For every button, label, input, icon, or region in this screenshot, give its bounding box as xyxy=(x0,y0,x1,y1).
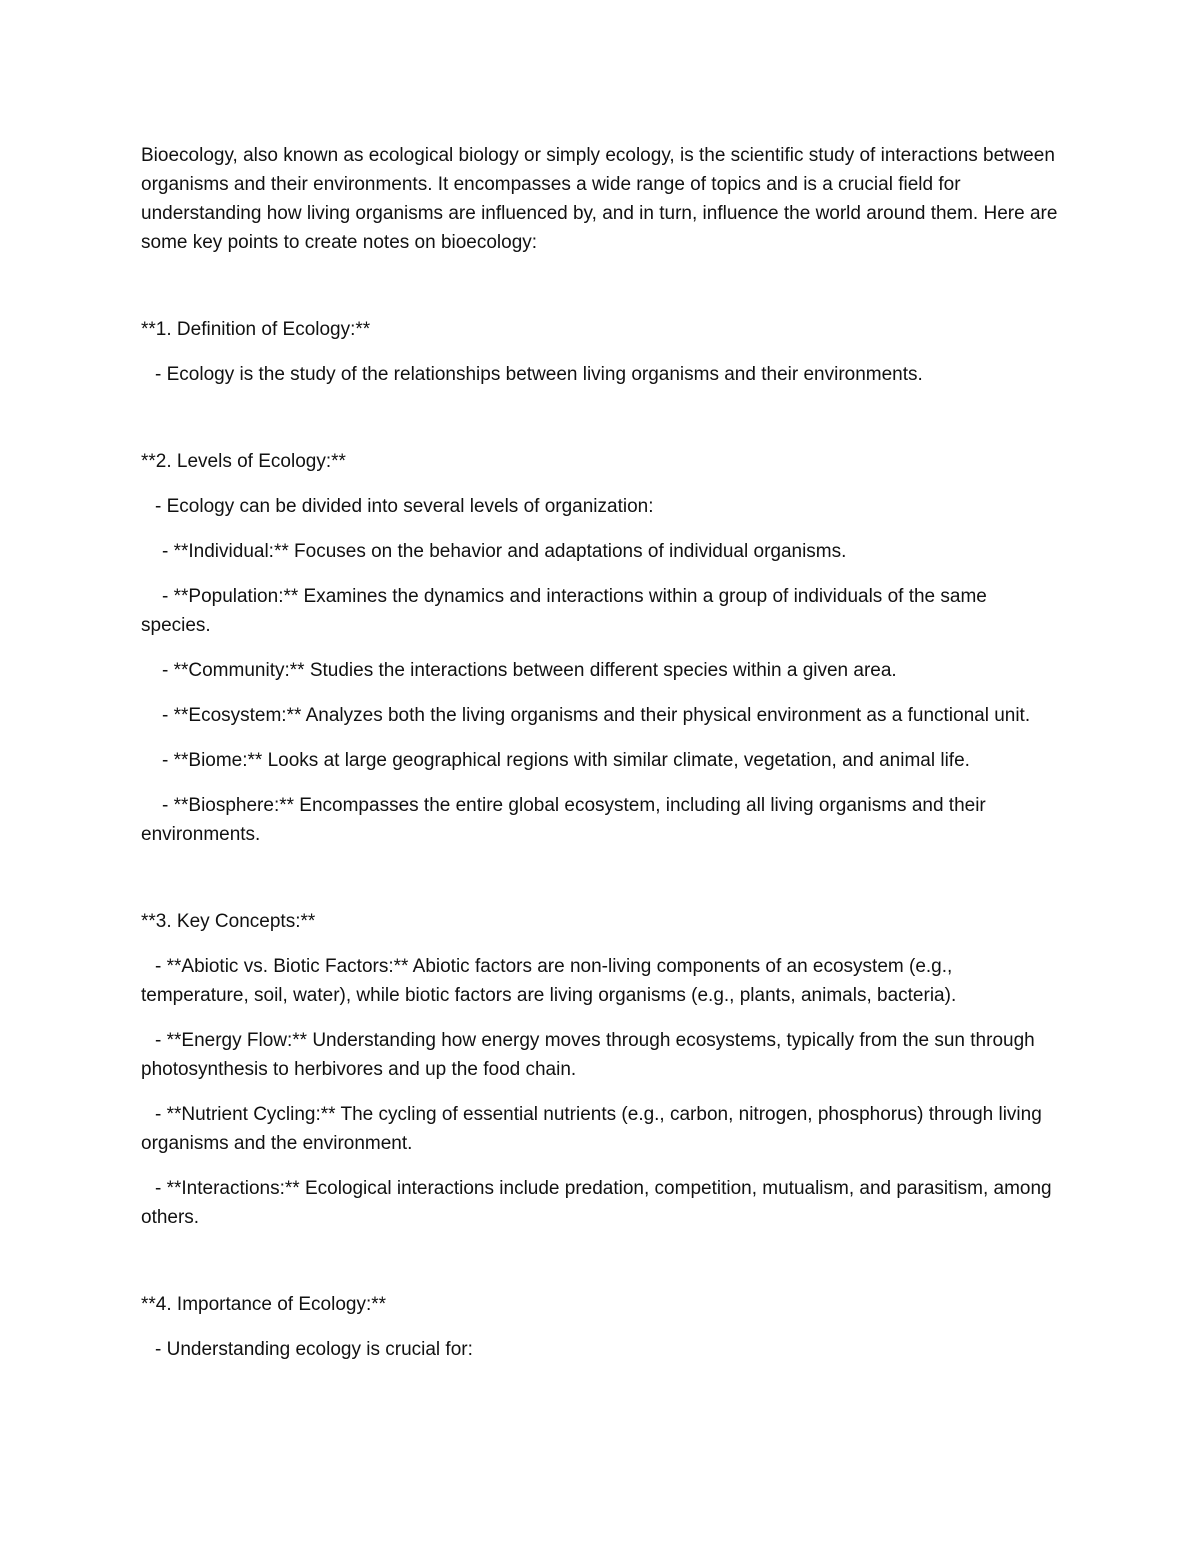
list-item: - **Biosphere:** Encompasses the entire global ecosystem, including all living organisms and their environments. xyxy=(141,795,986,845)
list-item: - **Ecosystem:** Analyzes both the living organisms and their physical environment as a functional unit. xyxy=(162,705,1031,726)
list-item: - **Abiotic vs. Biotic Factors:** Abiotic factors are non-living components of an ecosystem (e.g., temperature, soil, water), while biotic factors are living organisms (e.g., plants, animals, bacteria). xyxy=(141,956,957,1006)
section-heading-importance: **4. Importance of Ecology:** xyxy=(141,1294,387,1315)
document-page xyxy=(141,141,1061,1364)
list-item: - **Biome:** Looks at large geographical regions with similar climate, vegetation, and animal life. xyxy=(162,750,970,771)
list-item: - **Population:** Examines the dynamics and interactions within a group of individuals of the same species. xyxy=(141,586,987,636)
section-heading-key-concepts: **3. Key Concepts:** xyxy=(141,911,316,932)
list-item: - **Interactions:** Ecological interactions include predation, competition, mutualism, and parasitism, among others. xyxy=(141,1178,1052,1228)
list-item: - **Community:** Studies the interactions between different species within a given area. xyxy=(162,660,897,681)
list-item: - Understanding ecology is crucial for: xyxy=(155,1339,473,1360)
list-item: - Ecology is the study of the relationships between living organisms and their environments. xyxy=(155,364,923,385)
list-item: - Ecology can be divided into several levels of organization: xyxy=(155,496,654,517)
section-heading-levels: **2. Levels of Ecology:** xyxy=(141,451,346,472)
intro-paragraph: Bioecology, also known as ecological biology or simply ecology, is the scientific study of interactions between organisms and their environments. It encompasses a wide range of topics and is a crucial field for understanding how living organisms are influenced by, and in turn, influence the world around them. Here are some key points to create notes on bioecology: xyxy=(141,145,1058,253)
section-heading-definition: **1. Definition of Ecology:** xyxy=(141,319,371,340)
list-item: - **Individual:** Focuses on the behavior and adaptations of individual organisms. xyxy=(162,541,847,562)
list-item: - **Energy Flow:** Understanding how energy moves through ecosystems, typically from the sun through photosynthesis to herbivores and up the food chain. xyxy=(141,1030,1035,1080)
list-item: - **Nutrient Cycling:** The cycling of essential nutrients (e.g., carbon, nitrogen, phosphorus) through living organisms and the environment. xyxy=(141,1104,1042,1154)
